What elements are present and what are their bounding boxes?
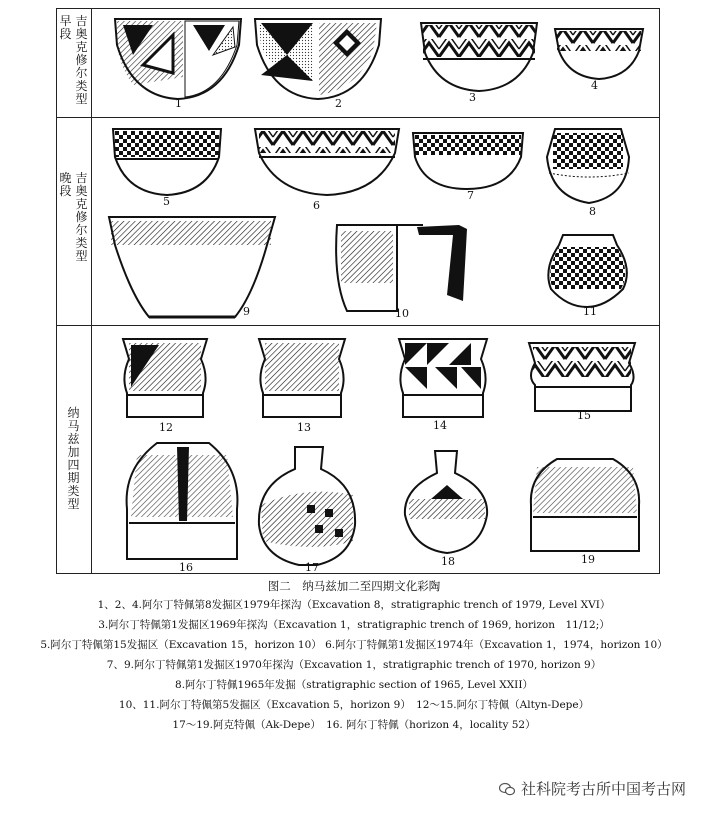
vessel-number-17: 17 (305, 561, 319, 574)
vessel-9-drawing (107, 215, 277, 319)
vessel-10-drawing (327, 221, 477, 317)
vessel-number-5: 5 (163, 195, 170, 208)
vessel-4-drawing (553, 25, 645, 81)
vessel-number-1: 1 (175, 97, 182, 110)
vessel-number-16: 16 (179, 561, 193, 574)
vessel-number-14: 14 (433, 419, 447, 432)
caption-line-2: 3.阿尔丁特佩第1发掘区1969年探沟（Excavation 1，stratigraphic trench of 1969, horizon 11/12;） (98, 619, 610, 631)
vessel-number-10: 10 (395, 307, 409, 320)
caption-line-1: 1、2、4.阿尔丁特佩第8发掘区1979年探沟（Excavation 8，stratigraphic trench of 1979, Level XVI） (97, 599, 611, 611)
vessel-14-drawing (395, 337, 491, 421)
vessel-number-9: 9 (243, 305, 250, 318)
caption-line-3: 5.阿尔丁特佩第15发掘区（Excavation 15，horizon 10） 6.阿尔丁特佩第1发掘区1974年（Excavation 1，1974，horizon 10） (40, 639, 668, 651)
caption-line-7: 17～19.阿克特佩（Ak-Depe） 16. 阿尔丁特佩（horizon 4，locality 52） (172, 719, 536, 731)
row-label-early-type: 吉奥克修尔类型 (75, 14, 88, 106)
vessel-2-drawing (253, 15, 383, 103)
vessel-16-drawing (117, 439, 247, 563)
vessel-number-11: 11 (583, 305, 597, 318)
vessel-1-drawing (113, 15, 243, 103)
row-label-late-type: 吉奥克修尔类型 (75, 171, 88, 263)
vessel-number-18: 18 (441, 555, 455, 568)
watermark-text: 社科院考古所中国考古网 (520, 780, 686, 798)
vessel-number-13: 13 (297, 421, 311, 434)
vessel-number-6: 6 (313, 199, 320, 212)
vessel-number-12: 12 (159, 421, 173, 434)
figure-plate (56, 8, 660, 574)
vessel-13-drawing (255, 337, 349, 421)
vessel-19-drawing (527, 455, 643, 555)
vessel-7-drawing (411, 131, 525, 191)
vessel-15-drawing (525, 341, 639, 415)
vessel-11-drawing (543, 233, 633, 309)
vessel-number-15: 15 (577, 409, 591, 422)
watermark (499, 778, 686, 799)
caption-line-5: 8.阿尔丁特佩1965年发掘（stratigraphic section of 1965, Level XXII） (175, 679, 533, 691)
vessel-number-19: 19 (581, 553, 595, 566)
caption-line-6: 10、11.阿尔丁特佩第5发掘区（Excavation 5，horizon 9） 12～15.阿尔丁特佩（Altyn-Depe） (118, 699, 590, 711)
vessel-6-drawing (253, 127, 401, 197)
vessel-18-drawing (401, 449, 491, 555)
vessel-5-drawing (111, 127, 223, 197)
vessel-number-7: 7 (467, 189, 474, 202)
vessel-12-drawing (119, 337, 211, 421)
vessel-number-2: 2 (335, 97, 342, 110)
vessel-number-4: 4 (591, 79, 598, 92)
figure-caption-title: 图二 纳马兹加二至四期文化彩陶 (267, 579, 441, 593)
label-column-divider (91, 9, 92, 573)
caption-line-4: 7、9.阿尔丁特佩第1发掘区1970年探沟（Excavation 1，stratigraphic trench of 1970, horizon 9） (106, 659, 602, 671)
row-label-namazga-type: 纳马兹加四期类型 (67, 406, 80, 511)
wechat-icon (499, 781, 515, 797)
vessel-3-drawing (419, 19, 539, 93)
row-divider-1 (57, 117, 659, 118)
vessel-number-8: 8 (589, 205, 596, 218)
row-label-early-period: 早段 (59, 14, 72, 41)
vessel-number-3: 3 (469, 91, 476, 104)
row-label-late-period: 晚段 (59, 171, 72, 198)
row-divider-2 (57, 325, 659, 326)
vessel-17-drawing (255, 445, 361, 569)
vessel-8-drawing (545, 127, 631, 205)
